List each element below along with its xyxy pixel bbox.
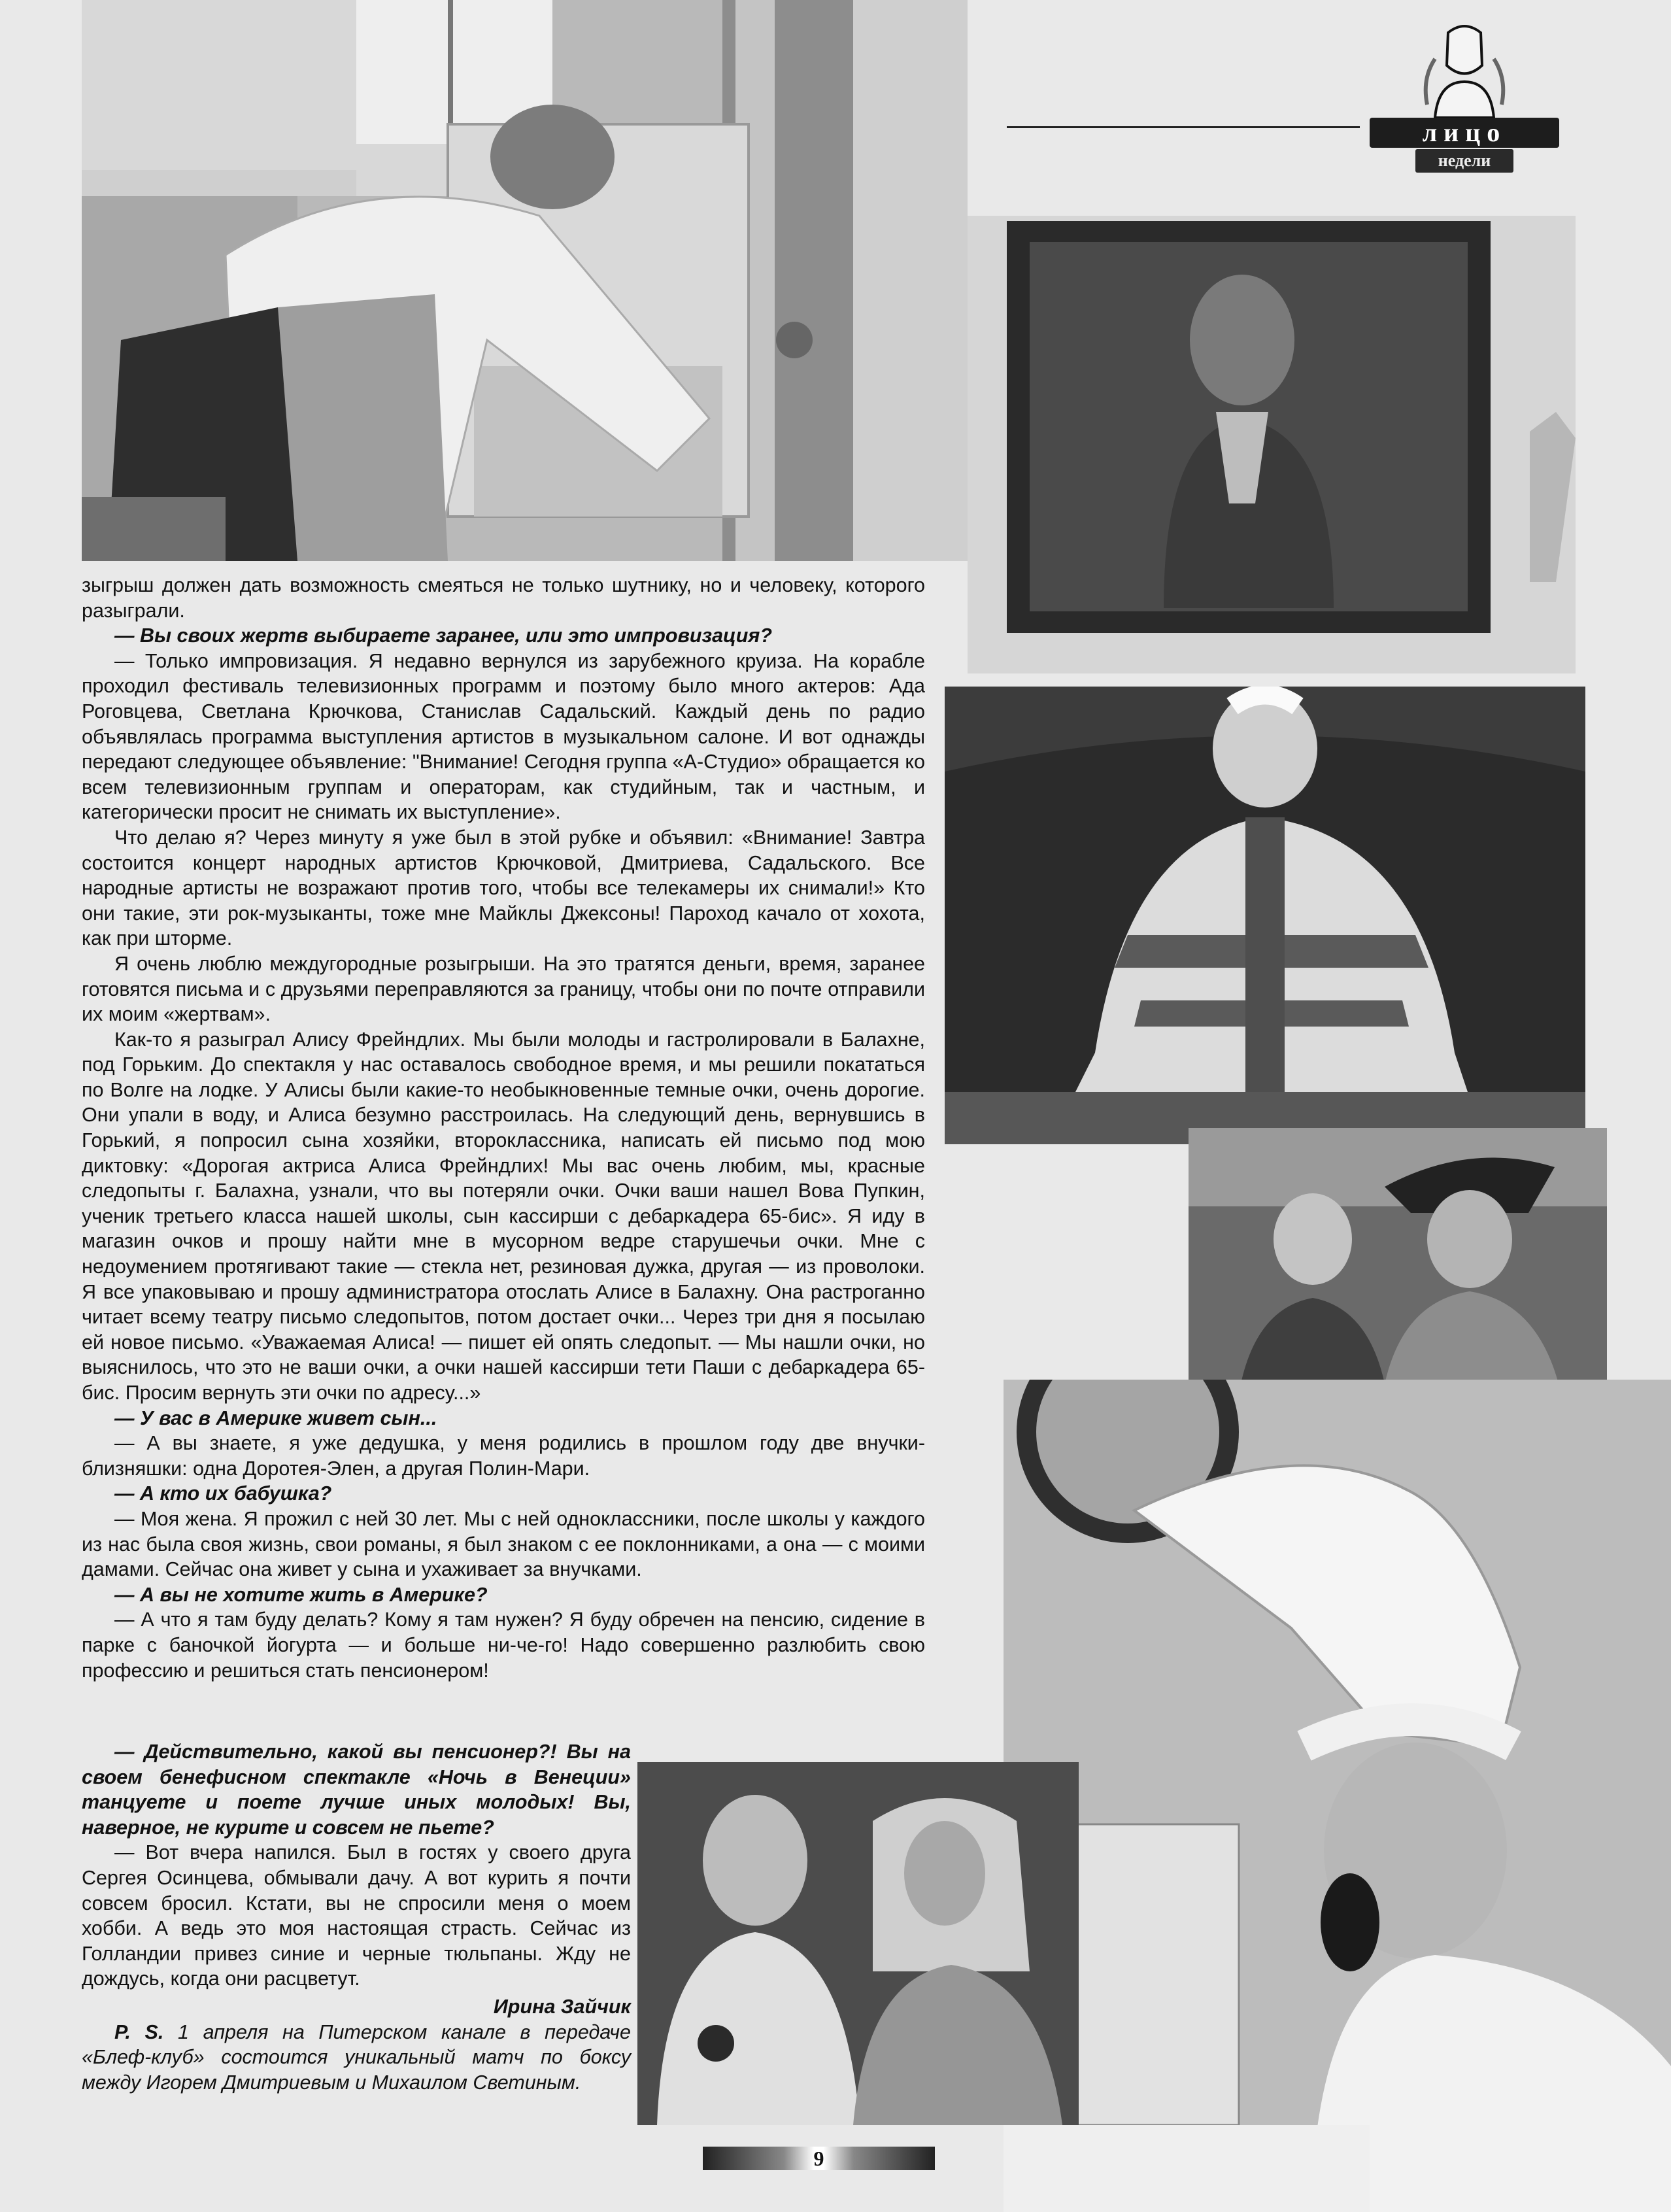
author-byline: Ирина Зайчик [493, 1995, 631, 2018]
postscript [82, 2020, 631, 2096]
interview-answer: — Только импровизация. Я недавно вернулся из зарубежного круиза. На корабле проходил фестиваль телевизионных программ и поэтому было много актеров: Ада Роговцева, Светлана Крючкова, Станислав Садальский. Каждый день по радио объявлялась программа выступления артистов в музыкальном салоне. И вот однажды передают следующее объявление: "Внимание! Сегодня группа «А-Студио» обращается ко всем телевизионным группам и операторам, как студийным, так и частным, и категорически просит не снимать их выступление». [82, 649, 925, 825]
header-rule [1007, 126, 1360, 128]
interview-question: — У вас в Америке живет сын... [82, 1406, 925, 1431]
postscript-text: 1 апреля на Питерском канале в передаче «Блеф-клуб» состоится уникальный матч по боксу между Игорем Дмитриевым и Михаилом Светиным. [82, 2020, 631, 2094]
section-badge [1357, 20, 1572, 177]
interview-answer: — А что я там буду делать? Кому я там нужен? Я буду обречен на пенсию, сидение в парке с баночкой йогурта — и больше ни-че-го! Надо совершенно разлюбить свою профессию и решиться стать пенсионером! [82, 1607, 925, 1683]
article-paragraph: Что делаю я? Через минуту я уже был в этой рубке и объявил: «Внимание! Завтра состоится концерт народных артистов Крючковой, Дмитриева, Садальского. Все народные артисты не возражают против того, чтобы все телекамеры их снимали!» Кто они такие, эти рок-музыканты, тоже мне Майклы Джексоны! Пароход качало от хохота, как при шторме. [82, 826, 925, 950]
interview-answer: — Вот вчера напился. Был в гостях у своего друга Сергея Осинцева, обмывали дачу. А вот курить я почти совсем бросил. Кстати, вы не спросили меня о моем хобби. А ведь это моя настоящая страсть. Сейчас из Голландии привез синие и черные тюльпаны. Жду не дождусь, когда они расцветут. [82, 1840, 631, 1992]
article-paragraph: Как-то я разыграл Алису Фрейндлих. Мы были молоды и гастролировали в Балахне, под Горьким. До спектакля у нас оставалось свободное время, и мы решили покататься по Волге на лодке. У Алисы были какие-то необыкновенные темные очки, очень дорогие. Они упали в воду, и Алиса безумно расстроилась. На следующий день, вернувшись в Горький, я попросил сына хозяйки, второклассника, написать ей письмо под мою диктовку: «Дорогая актриса Алиса Фрейндлих! Мы вас очень любим, мы, красные следопыты г. Балахна, узнали, что вы потеряли очки. Очки ваши нашел Вова Пупкин, ученик третьего класса нашей школы, сын кассирши с дебаркадера 65-бис». Я иду в магазин очков и прошу найти мне в мусорном ведре старушечьи очки. Мне с недоумением протягивают такие — стекла нет, резиновая дужка, другая — из проволоки. Я все упаковываю и прошу администратора отослать Алисе в Балахну. Она растроганно читает всему театру письмо следопытов, потом достает очки... Через три дня я посылаю ей новое письмо. «Уважаемая Алиса! — пишет ей опять следопыт. — Мы нашли очки, но выяснилось, что это не ваши очки, а очки нашей кассирши тети Паши с дебаркадера 65-бис. Просим вернуть эти очки по адресу...» [82, 1028, 925, 1404]
interview-question: — А кто их бабушка? [82, 1481, 925, 1506]
article-body [82, 573, 925, 1683]
bust-logo-icon [1422, 20, 1507, 118]
postscript-label: P. S. [114, 2020, 164, 2043]
interview-question: — Вы своих жертв выбираете заранее, или это импровизация? [82, 623, 925, 649]
badge-subtitle: недели [1415, 149, 1513, 173]
badge-title: лицо [1370, 118, 1559, 148]
article-body-end [82, 1739, 631, 2095]
interview-answer: — Моя жена. Я прожил с ней 30 лет. Мы с ней одноклассники, после школы у каждого из нас была своя жизнь, свои романы, я был знаком с ее поклонниками, а она — с моими дамами. Сейчас она живет у сына и ухаживает за внучками. [82, 1506, 925, 1582]
interview-question: — А вы не хотите жить в Америке? [82, 1582, 925, 1608]
photo-uniform-scene [637, 1762, 1079, 2125]
page-number: 9 [813, 2147, 824, 2170]
photo-kitchen [82, 0, 968, 561]
article-paragraph: Я очень люблю междугородные розыгрыши. На это тратятся деньги, время, заранее готовятся письма и с друзьями переправляются за границу, чтобы они по почте отправили их моим «жертвам». [82, 952, 925, 1026]
photo-portrait-painting [968, 216, 1576, 673]
photo-telephone [1004, 1380, 1671, 2212]
interview-question: — Действительно, какой вы пенсионер?! Вы на своем бенефисном спектакле «Ночь в Венеции» танцуете и поете лучше иных молодых! Вы, наверное, не курите и совсем не пьете? [82, 1739, 631, 1840]
page-number-bar [703, 2147, 935, 2170]
photo-sweater [945, 687, 1585, 1144]
interview-answer: — А вы знаете, я уже дедушка, у меня родились в прошлом году две внучки-близняшки: одна Доротея-Элен, а другая Полин-Мари. [82, 1431, 925, 1481]
article-paragraph: зыгрыш должен дать возможность смеяться не только шутнику, но и человеку, которого разыграли. [82, 574, 925, 622]
